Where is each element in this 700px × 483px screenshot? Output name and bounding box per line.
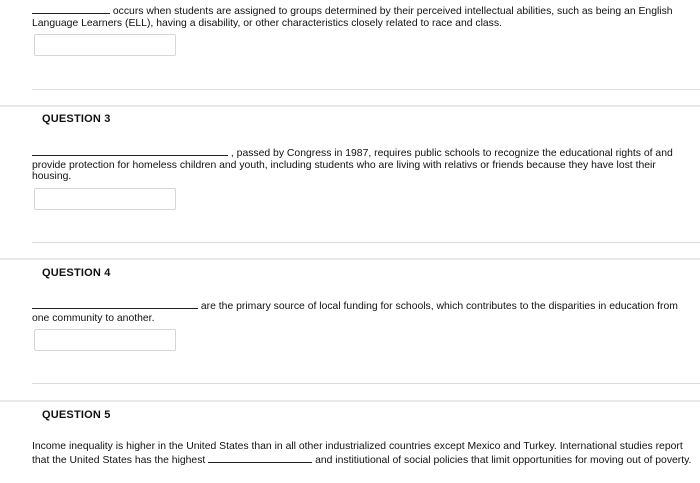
divider [32, 242, 700, 243]
section-separator [0, 105, 700, 107]
question-5-text-before-blank: Income inequality is higher in the United States than in all other industrialized countries except Mexico and Turkey. International studies report that the United States has the highest [32, 441, 683, 466]
question-4-answer-input[interactable] [34, 329, 176, 351]
question-4-text [32, 299, 692, 324]
question-5-blank [208, 453, 312, 463]
question-4-text-after-blank: are the primary source of local funding for schools, which contributes to the disparities in education from one community to another. [32, 301, 678, 324]
question-5-text-after-blank: and institiutional of social policies that limit opportunities for moving out of poverty. [315, 454, 692, 466]
question-3-answer-input[interactable] [34, 188, 176, 210]
question-3-heading: QUESTION 3 [42, 113, 111, 125]
question-5-heading: QUESTION 5 [42, 409, 111, 421]
question-2-blank [32, 4, 110, 14]
question-3-text-after-blank: , passed by Congress in 1987, requires public schools to recognize the educational rights of and provide protection for homeless children and youth, including students who are living with relativs or friends because they have lost their housing. [32, 148, 673, 182]
divider [32, 89, 700, 90]
divider [32, 383, 700, 384]
section-separator [0, 400, 700, 402]
question-4-blank [32, 299, 198, 309]
question-3-text [32, 146, 692, 183]
question-2-text-after-blank: occurs when students are assigned to groups determined by their perceived intellectual abilities, such as being an English Language Learners (ELL), having a disability, or other characteristics closely related to race and class. [32, 6, 673, 29]
question-5-text [32, 441, 692, 466]
section-separator [0, 258, 700, 260]
question-2-text [32, 4, 692, 29]
question-2-answer-input[interactable] [34, 34, 176, 56]
question-4-heading: QUESTION 4 [42, 267, 111, 279]
question-3-blank [32, 146, 228, 156]
